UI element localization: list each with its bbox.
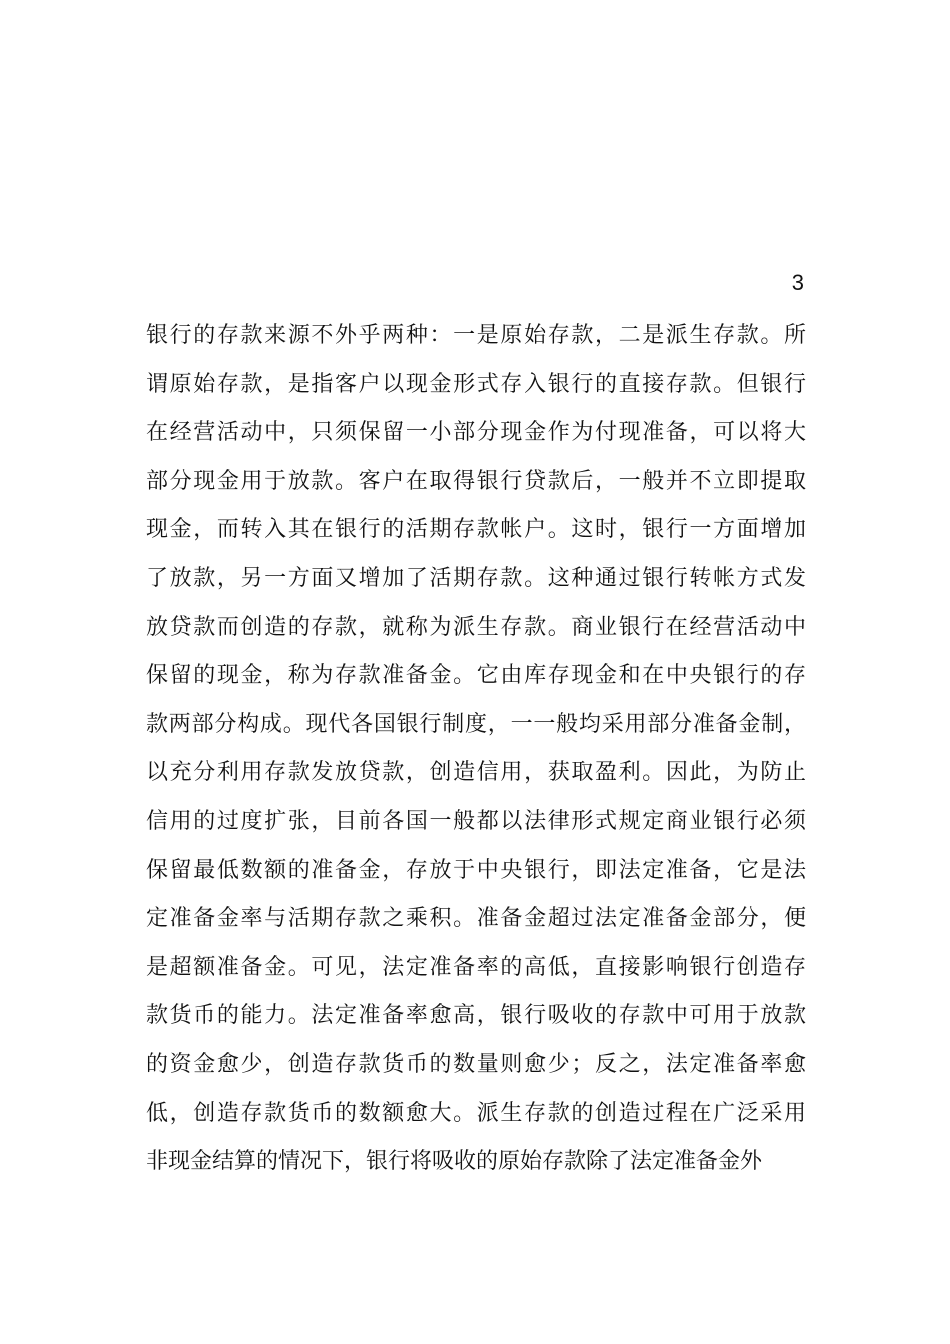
text-line: 部分现金用于放款。客户在取得银行贷款后，一般并不立即提取 (146, 468, 806, 494)
text-line: 银行的存款来源不外乎两种：一是原始存款，二是派生存款。所 (146, 323, 806, 348)
text-line: 保留最低数额的准备金，存放于中央银行，即法定准备，它是法 (146, 857, 806, 883)
text-line: 信用的过度扩张，目前各国一般都以法律形式规定商业银行必须 (146, 808, 806, 834)
page-number: 3 (791, 270, 804, 295)
text-line: 是超额准备金。可见，法定准备率的高低，直接影响银行创造存 (146, 954, 806, 980)
text-line: 以充分利用存款发放贷款，创造信用，获取盈利。因此，为防止 (146, 760, 806, 786)
text-line: 低，创造存款货币的数额愈大。派生存款的创造过程在广泛采用 (146, 1100, 806, 1126)
text-line: 保留的现金，称为存款准备金。它由库存现金和在中央银行的存 (146, 663, 806, 689)
text-line: 了放款，另一方面又增加了活期存款。这种通过银行转帐方式发 (146, 565, 806, 591)
text-line: 的资金愈少，创造存款货币的数量则愈少；反之，法定准备率愈 (146, 1051, 806, 1077)
text-line: 放贷款而创造的存款，就称为派生存款。商业银行在经营活动中 (146, 614, 806, 640)
text-line: 款货币的能力。法定准备率愈高，银行吸收的存款中可用于放款 (146, 1003, 806, 1029)
body-paragraph (146, 312, 806, 1187)
text-line: 现金，而转入其在银行的活期存款帐户。这时，银行一方面增加 (146, 517, 806, 543)
text-line: 定准备金率与活期存款之乘积。准备金超过法定准备金部分，便 (146, 906, 806, 932)
text-line: 在经营活动中，只须保留一小部分现金作为付现准备，可以将大 (146, 420, 806, 446)
text-line: 非现金结算的情况下，银行将吸收的原始存款除了法定准备金外 (146, 1149, 763, 1175)
text-line: 款两部分构成。现代各国银行制度，一一般均采用部分准备金制， (146, 711, 806, 737)
text-line: 谓原始存款，是指客户以现金形式存入银行的直接存款。但银行 (146, 371, 806, 397)
